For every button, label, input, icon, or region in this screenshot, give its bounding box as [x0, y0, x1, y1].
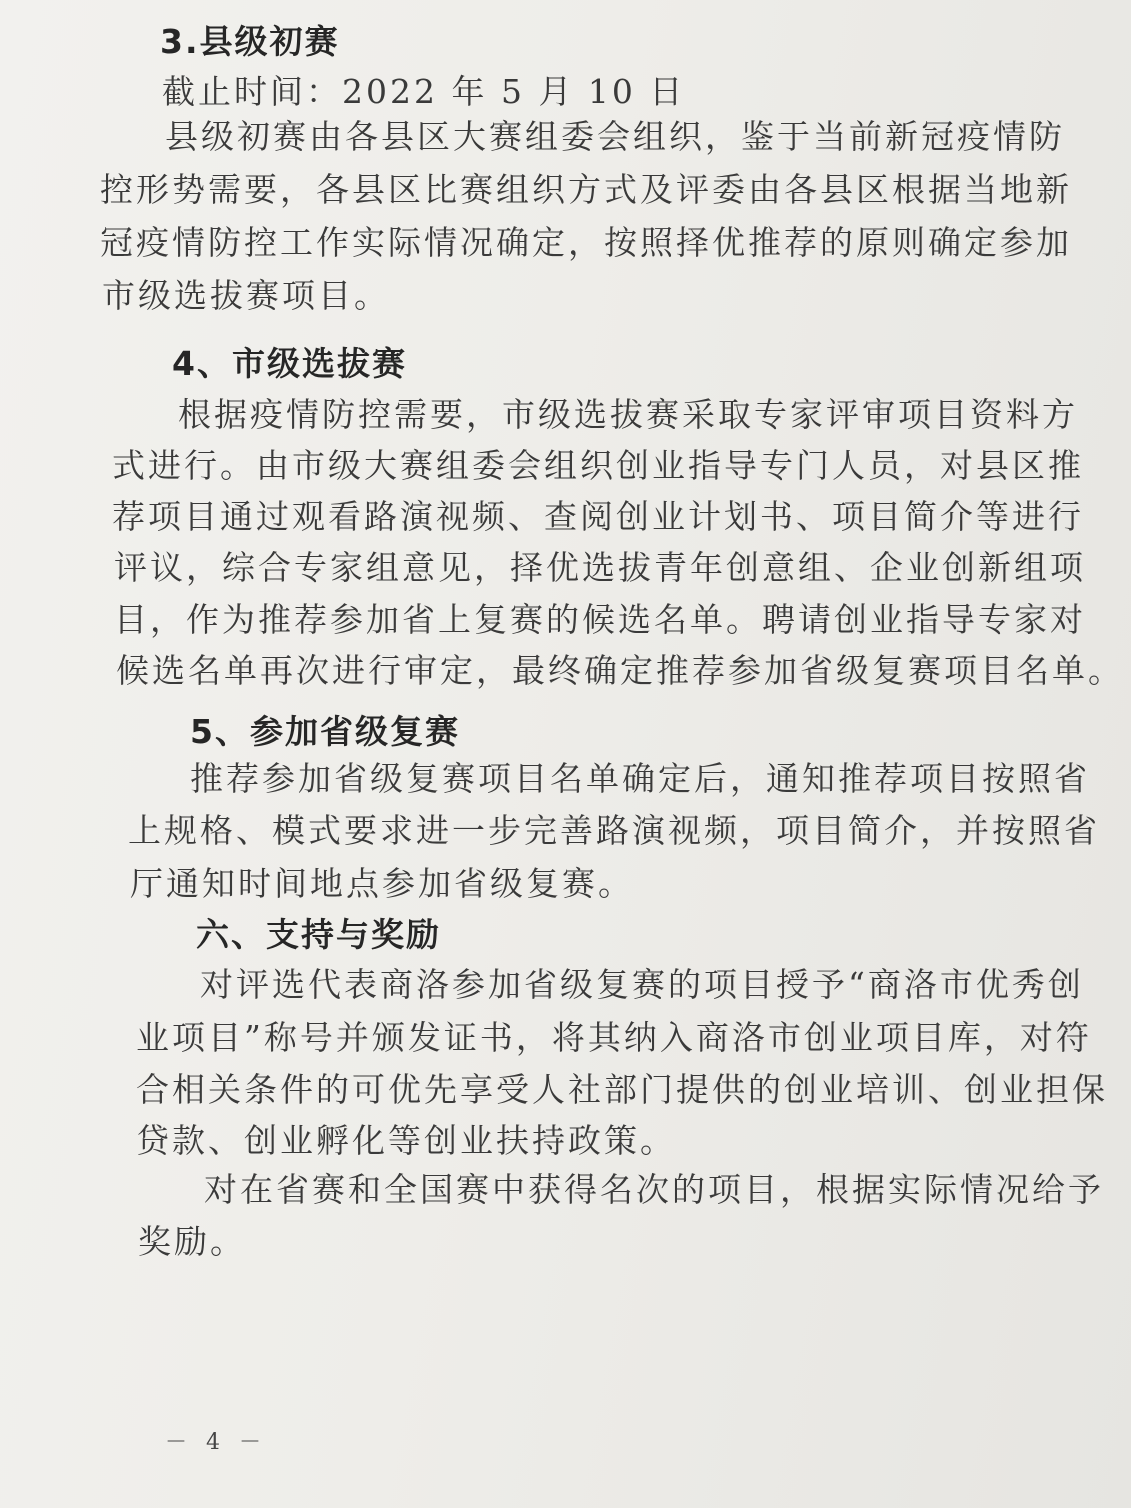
paragraph-line: 合相关条件的可优先享受人社部门提供的创业培训、创业担保 [136, 1070, 1108, 1109]
paragraph-line: 贷款、创业孵化等创业扶持政策。 [136, 1121, 676, 1160]
paragraph-line: 县级初赛由各县区大赛组委会组织，鉴于当前新冠疫情防 [165, 117, 1065, 156]
paragraph-line: 评议，综合专家组意见，择优选拔青年创意组、企业创新组项 [114, 548, 1086, 587]
paragraph-line: 市级选拔赛项目。 [102, 276, 390, 315]
paragraph-line: 控形势需要，各县区比赛组织方式及评委由各县区根据当地新 [100, 170, 1072, 209]
paragraph-line: 式进行。由市级大赛组委会组织创业指导专门人员，对县区推 [112, 446, 1084, 485]
paragraph-line: 荐项目通过观看路演视频、查阅创业计划书、项目简介等进行 [112, 497, 1084, 536]
heading-county-preliminary: 3.县级初赛 [160, 22, 340, 61]
paragraph-line: 奖励。 [138, 1222, 246, 1261]
paragraph-line: 根据疫情防控需要，市级选拔赛采取专家评审项目资料方 [178, 395, 1078, 434]
heading-provincial-semifinal: 5、参加省级复赛 [190, 712, 460, 751]
paragraph-line: 厅通知时间地点参加省级复赛。 [130, 864, 634, 903]
paragraph-line: 对在省赛和全国赛中获得名次的项目，根据实际情况给予 [204, 1170, 1104, 1209]
page-number: － 4 － [165, 1430, 267, 1455]
paragraph-line: 目，作为推荐参加省上复赛的候选名单。聘请创业指导专家对 [114, 600, 1086, 639]
heading-support-rewards: 六、支持与奖励 [196, 915, 441, 954]
deadline-line: 截止时间：2022 年 5 月 10 日 [162, 72, 686, 111]
paragraph-line: 推荐参加省级复赛项目名单确定后，通知推荐项目按照省 [190, 759, 1090, 798]
heading-city-selection: 4、市级选拔赛 [172, 344, 407, 383]
paragraph-line: 上规格、模式要求进一步完善路演视频，项目简介，并按照省 [128, 811, 1100, 850]
paragraph-line: 业项目”称号并颁发证书，将其纳入商洛市创业项目库，对符 [136, 1018, 1092, 1057]
paragraph-line: 对评选代表商洛参加省级复赛的项目授予“商洛市优秀创 [200, 965, 1084, 1004]
paragraph-line: 冠疫情防控工作实际情况确定，按照择优推荐的原则确定参加 [100, 223, 1072, 262]
paragraph-line: 候选名单再次进行审定，最终确定推荐参加省级复赛项目名单。 [116, 651, 1124, 690]
